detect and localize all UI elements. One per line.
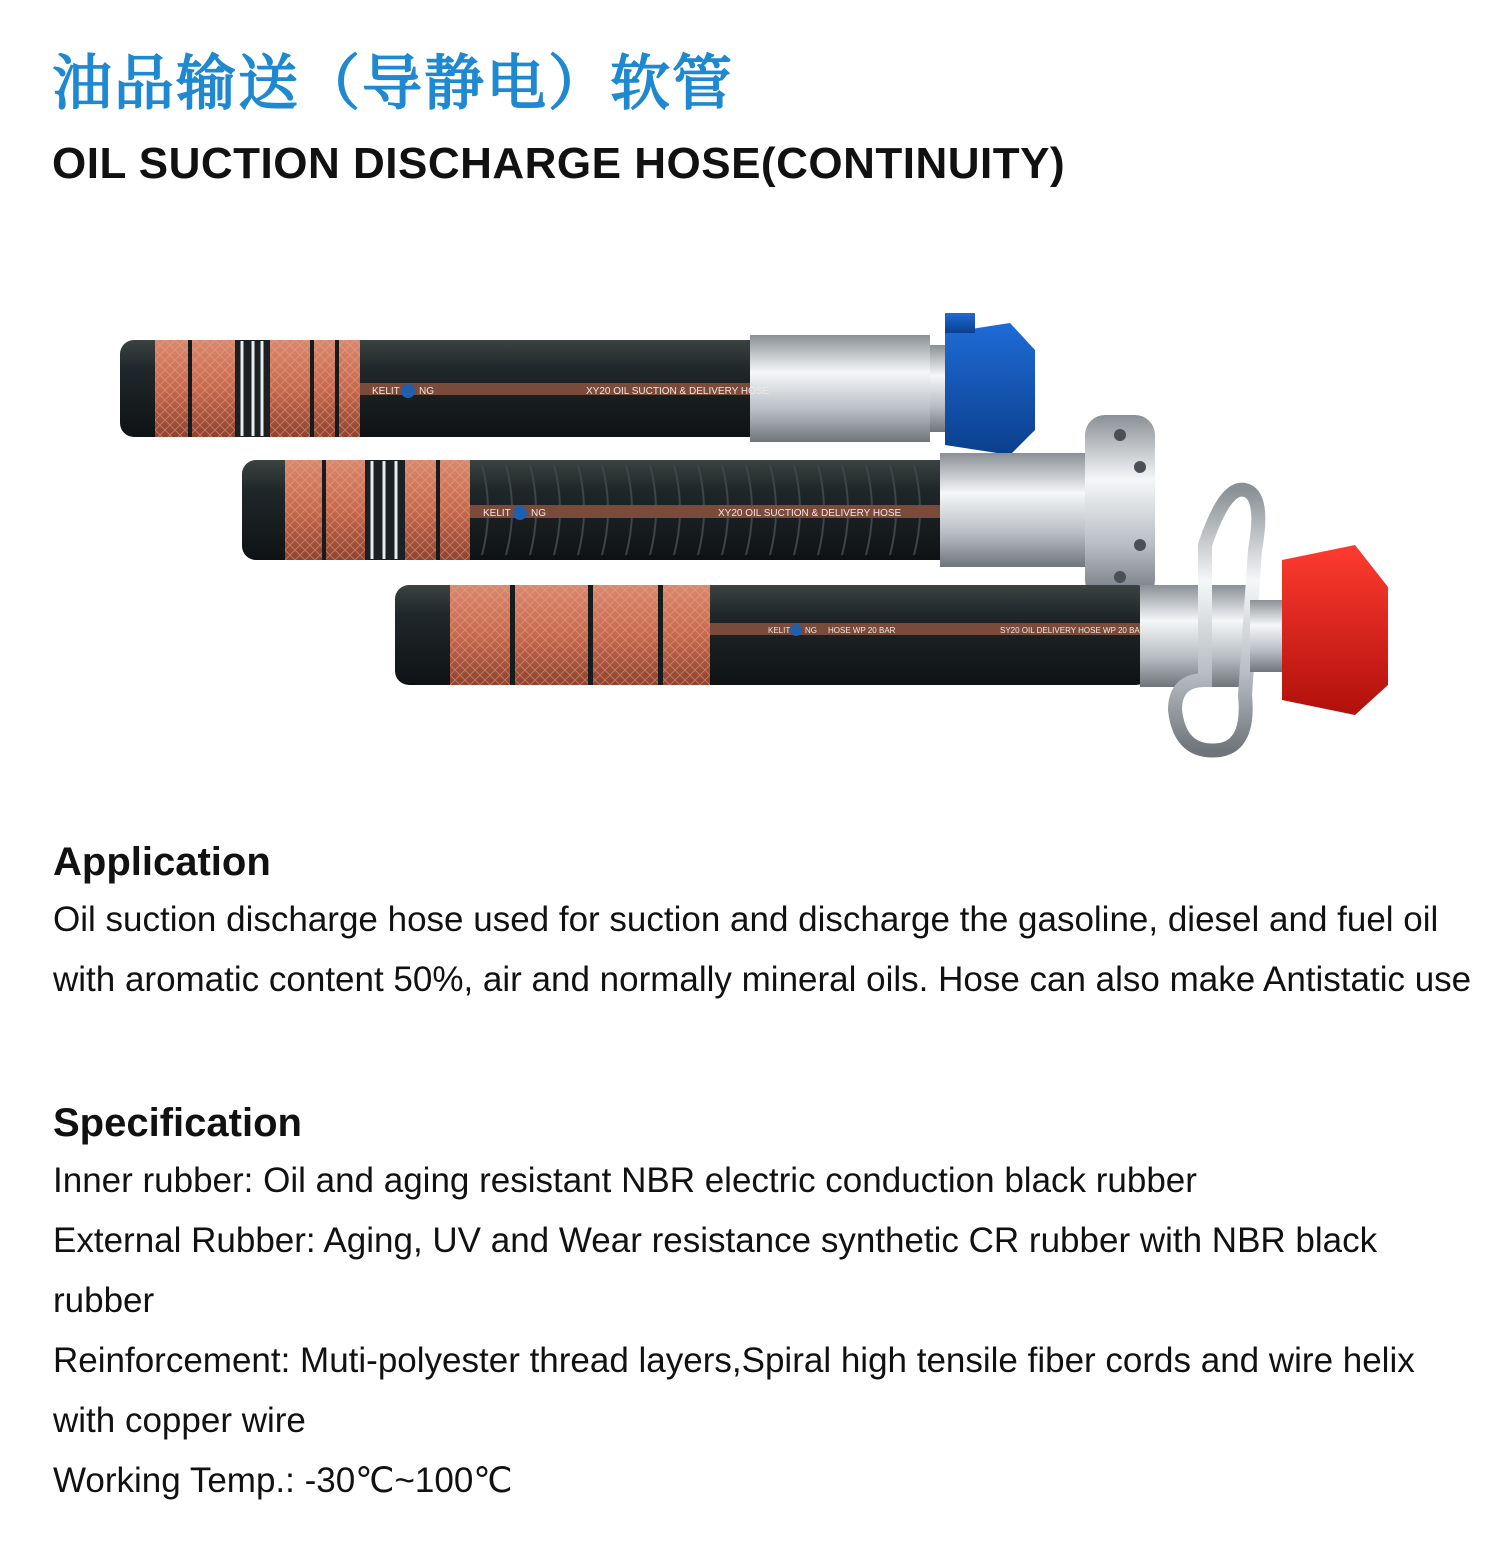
hose-product-image <box>110 305 1400 775</box>
hose-2-brand: KELIT <box>483 508 511 519</box>
hose-2-brand-tail: NG <box>531 508 546 519</box>
page-title-chinese: 油品输送（导静电）软管 <box>52 49 734 119</box>
spec-inner-rubber: Inner rubber: Oil and aging resistant NBR electric conduction black rubber <box>53 1161 1197 1200</box>
hose-1-logo-icon <box>401 384 415 398</box>
specification-heading: Specification <box>53 1101 302 1145</box>
application-heading: Application <box>53 840 271 884</box>
hose-3-label: SY20 OIL DELIVERY HOSE WP 20 BAR <box>1000 626 1146 635</box>
hose-3-brand-tail: NG <box>805 626 817 635</box>
hose-3-brand: KELIT <box>768 626 791 635</box>
spec-reinforcement: Reinforcement: Muti-polyester thread layers,Spiral high tensile fiber cords and wire helix with copper wire <box>53 1341 1415 1440</box>
hose-1-brand: KELIT <box>372 386 400 397</box>
hose-2-logo-icon <box>513 506 527 520</box>
hose-2-label: XY20 OIL SUCTION & DELIVERY HOSE <box>718 508 902 519</box>
hose-3-logo-icon <box>790 624 802 636</box>
spec-external-rubber: External Rubber: Aging, UV and Wear resistance synthetic CR rubber with NBR black rubber <box>53 1221 1378 1320</box>
hose-1-label: XY20 OIL SUCTION & DELIVERY HOSE <box>586 386 770 397</box>
application-text <box>53 890 1473 1010</box>
hose-1-brand-tail: NG <box>419 386 434 397</box>
page-title-english: OIL SUCTION DISCHARGE HOSE(CONTINUITY) <box>52 139 1066 188</box>
spec-working-temp: Working Temp.: -30℃~100℃ <box>53 1461 513 1500</box>
hose-3-label-mid: HOSE WP 20 BAR <box>828 626 896 635</box>
application-paragraph: Oil suction discharge hose used for suction and discharge the gasoline, diesel and fuel oil with aromatic content 50%, air and normally mineral oils. Hose can also make Antistatic use <box>53 900 1472 999</box>
specification-list <box>53 1151 1473 1511</box>
hose-1 <box>120 313 1035 455</box>
